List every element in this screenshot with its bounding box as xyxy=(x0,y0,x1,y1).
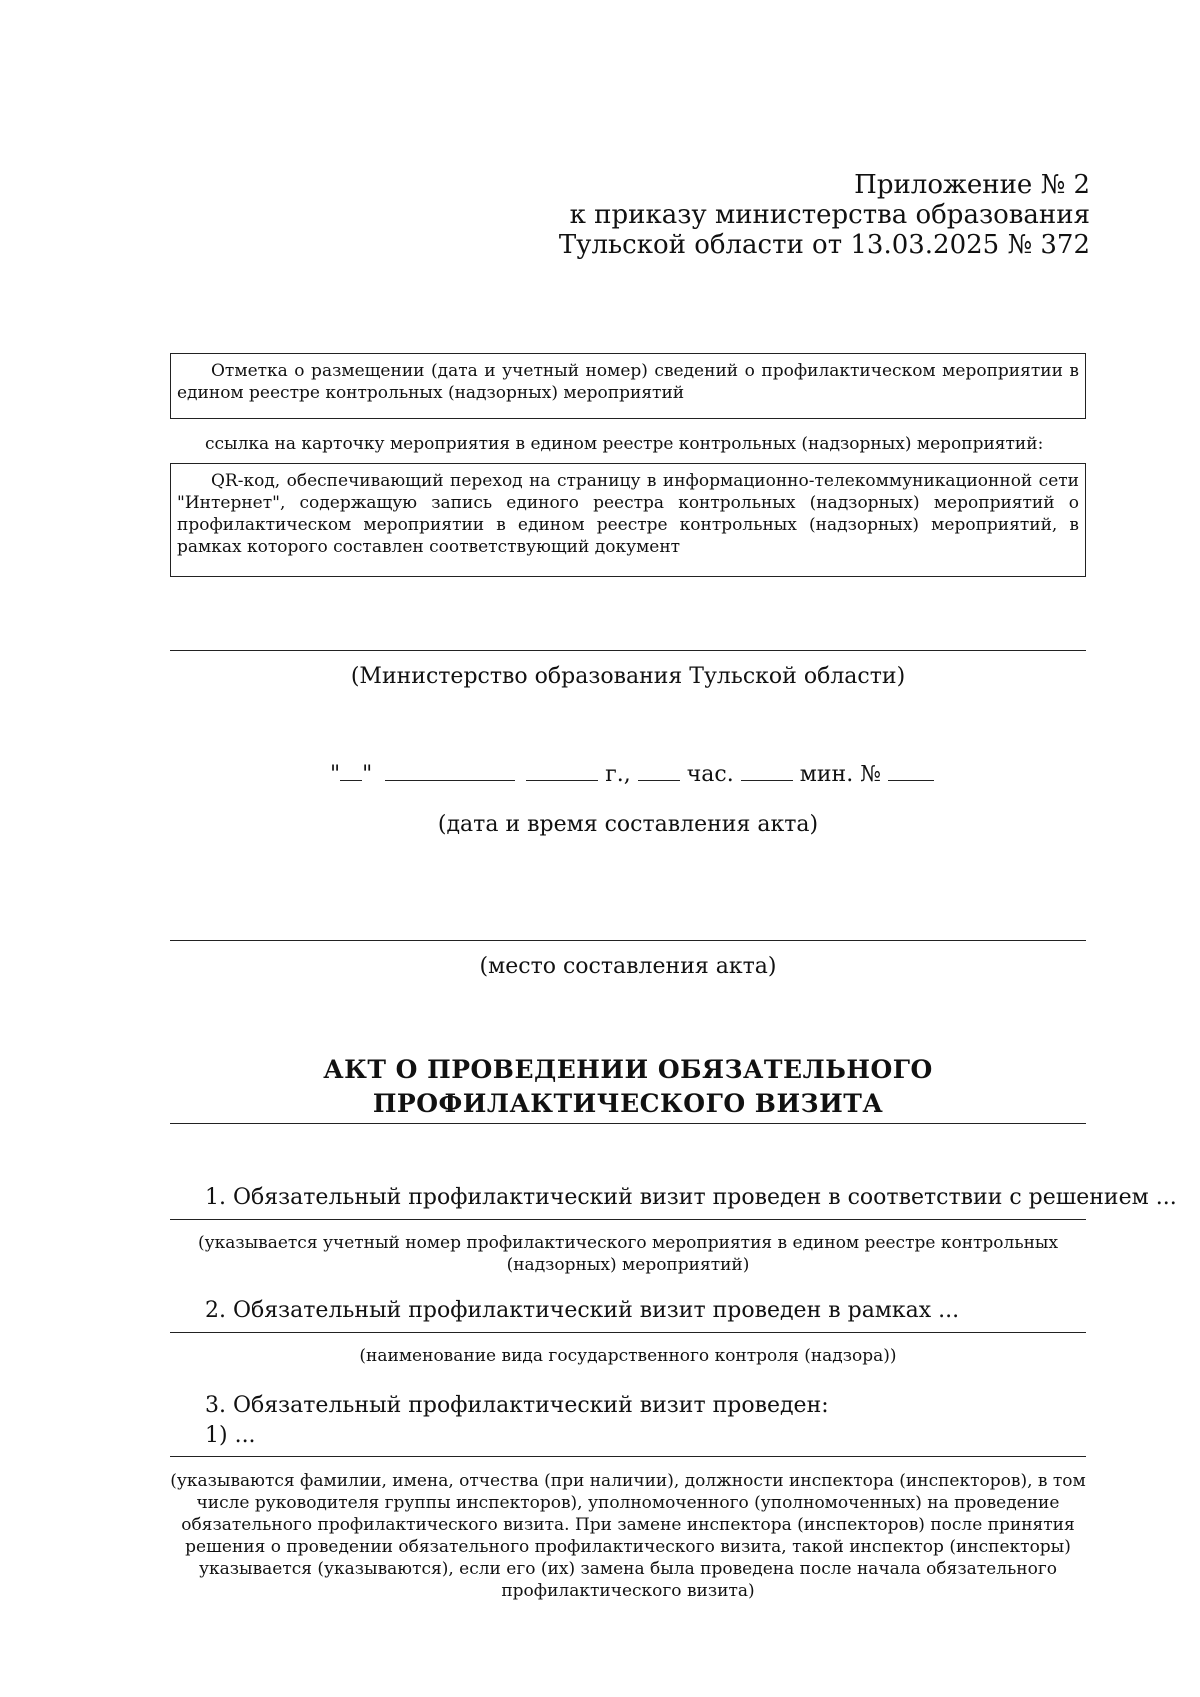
hour-label: час. xyxy=(686,762,734,787)
item-2-line xyxy=(170,1332,1086,1333)
item-3-caption-line: числе руководителя группы инспекторов), уполномоченного (уполномоченных) на проведение xyxy=(196,1493,1060,1513)
item-1-caption xyxy=(170,1232,1086,1276)
place-line xyxy=(170,940,1086,941)
act-date-time-line xyxy=(330,760,1030,789)
item-1-caption-line1: (указывается учетный номер профилактического мероприятия в едином реестре контрольных xyxy=(197,1233,1059,1253)
annex-number: Приложение № 2 xyxy=(854,170,1090,200)
item-3-caption xyxy=(170,1470,1086,1602)
day-blank[interactable] xyxy=(340,760,362,781)
annex-order-ref: к приказу министерства образования xyxy=(569,200,1090,230)
item-1-text: 1. Обязательный профилактический визит проведен в соответствии с решением ... xyxy=(205,1185,1177,1210)
item-3-text: 3. Обязательный профилактический визит проведен: xyxy=(205,1393,829,1418)
item-3-caption-line: профилактического визита) xyxy=(501,1581,755,1601)
minute-label: мин. № xyxy=(799,762,881,787)
qr-code-text: QR-код, обеспечивающий переход на страницу в информационно-телекоммуникационной сети "Интернет", содержащую запись единого реестра контрольных (надзорных) мероприятий о профилактическом мероприятии в едином реестре контрольных (надзорных) мероприятий, в рамках которого составлен соответствующий документ xyxy=(177,471,1079,557)
act-number-blank[interactable] xyxy=(888,760,934,781)
act-title xyxy=(170,1053,1086,1121)
card-link-label: ссылка на карточку мероприятия в едином реестре контрольных (надзорных) мероприятий: xyxy=(205,434,1044,454)
item-3-caption-line: (указываются фамилии, имена, отчества (при наличии), должности инспектора (инспекторов), в том xyxy=(170,1471,1086,1491)
item-1-line xyxy=(170,1219,1086,1220)
qr-code-box xyxy=(170,463,1086,577)
item-1-caption-line2: (надзорных) мероприятий) xyxy=(506,1255,750,1275)
item-2-text: 2. Обязательный профилактический визит проведен в рамках ... xyxy=(205,1298,960,1323)
quote-open: " xyxy=(330,762,341,787)
year-blank[interactable] xyxy=(526,760,598,781)
item-3-caption-line: обязательного профилактического визита. При замене инспектора (инспекторов) после принятия xyxy=(181,1515,1075,1535)
item-3-sub-1: 1) ... xyxy=(205,1423,256,1448)
item-3-caption-line: указывается (указываются), если его (их) замена была проведена после начала обязательного xyxy=(199,1559,1057,1579)
quote-close: " xyxy=(362,762,373,787)
act-title-line1: АКТ О ПРОВЕДЕНИИ ОБЯЗАТЕЛЬНОГО xyxy=(323,1055,933,1084)
ministry-caption: (Министерство образования Тульской области) xyxy=(350,664,906,689)
month-blank[interactable] xyxy=(385,760,515,781)
place-caption: (место составления акта) xyxy=(479,954,777,979)
date-caption: (дата и время составления акта) xyxy=(437,812,819,837)
annex-order-date: Тульской области от 13.03.2025 № 372 xyxy=(558,230,1090,260)
item-3-line xyxy=(170,1456,1086,1457)
act-title-line2: ПРОФИЛАКТИЧЕСКОГО ВИЗИТА xyxy=(372,1089,884,1118)
item-2-caption: (наименование вида государственного контроля (надзора)) xyxy=(359,1346,897,1366)
year-suffix: г., xyxy=(605,762,631,787)
registry-placement-box xyxy=(170,353,1086,419)
minute-blank[interactable] xyxy=(741,760,793,781)
registry-placement-text: Отметка о размещении (дата и учетный номер) сведений о профилактическом мероприятии в едином реестре контрольных (надзорных) мероприятий xyxy=(177,361,1079,403)
ministry-line xyxy=(170,650,1086,651)
hour-blank[interactable] xyxy=(638,760,680,781)
item-3-caption-line: решения о проведении обязательного профилактического визита, такой инспектор (инспекторы) xyxy=(185,1537,1071,1557)
annex-header xyxy=(559,170,1090,260)
title-underline xyxy=(170,1123,1086,1124)
